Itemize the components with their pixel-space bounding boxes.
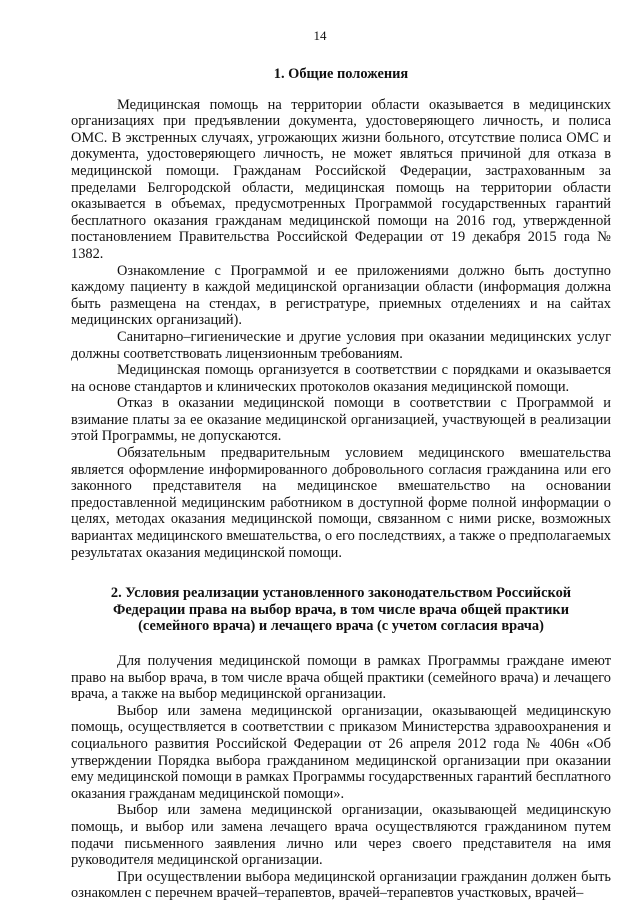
section-1-paragraph-6: Обязательным предварительным условием медицинского вмешательства является оформление информированного добровольного согласия гражданина или его законного представителя на медицинское вмешательство на основании предоставленной медицинским работником в доступной форме полной информации о целях, методах оказания медицинской помощи, связанном с ними риске, возможных вариантах медицинского вмешательства, о его последствиях, а также о предполагаемых результатах оказания медицинской помощи. xyxy=(71,445,611,561)
section-2-paragraph-3: Выбор или замена медицинской организации, оказывающей медицинскую помощь, и выбор или замена лечащего врача осуществляются гражданином путем подачи письменного заявления лично или через своего представителя на имя руководителя медицинской организации. xyxy=(71,802,611,869)
section-2-paragraph-4: При осуществлении выбора медицинской организации гражданин должен быть ознакомлен с перечнем врачей–терапевтов, врачей–терапевтов участковых, врачей– xyxy=(71,868,611,902)
section-2-paragraph-2: Выбор или замена медицинской организации, оказывающей медицинскую помощь, осуществляется в соответствии с приказом Министерства здравоохранения и социального развития Российской Федерации от 26 апреля 2012 года № 406н «Об утверждении Порядка выбора гражданином медицинской организации при оказании ему медицинской помощи в рамках Программы государственных гарантий бесплатного оказания гражданам медицинской помощи». xyxy=(71,702,611,802)
document-body xyxy=(71,66,611,902)
section-1-paragraph-5: Отказ в оказании медицинской помощи в соответствии с Программой и взимание платы за ее оказание медицинской организацией, участвующей в реализации этой Программы, не допускаются. xyxy=(71,395,611,445)
section-1-paragraph-4: Медицинская помощь организуется в соответствии с порядками и оказывается на основе стандартов и клинических протоколов оказания медицинской помощи. xyxy=(71,362,611,395)
section-2-paragraph-1: Для получения медицинской помощи в рамках Программы граждане имеют право на выбор врача, в том числе врача общей практики (семейного врача) и лечащего врача, а также на выбор медицинской организации. xyxy=(71,653,611,703)
section-1-heading: 1. Общие положения xyxy=(273,66,409,82)
section-1-paragraph-3: Санитарно–гигиенические и другие условия при оказании медицинских услуг должны соответствовать лицензионным требованиям. xyxy=(71,328,611,362)
page-number: 14 xyxy=(313,28,327,43)
section-1-paragraph-1: Медицинская помощь на территории области оказывается в медицинских организациях при предъявлении документа, удостоверяющего личность, и полиса ОМС. В экстренных случаях, угрожающих жизни больного, отсутствие полиса ОМС и документа, удостоверяющего личность, не может являться причиной для отказа в медицинской помощи. Гражданам Российской Федерации, застрахованным за пределами Белгородской области, медицинская помощь на территории области оказывается в объемах, предусмотренных Программой государственных гарантий бесплатного оказания гражданам медицинской помощи на 2016 год, утвержденной постановлением Правительства Российской Федерации от 19 декабря 2015 года № 1382. xyxy=(71,96,611,262)
section-2-heading: 2. Условия реализации установленного законодательством Российской Федерации права на выбор врача, в том числе врача общей практики (семейного врача) и лечащего врача (с учетом согласия врача) xyxy=(110,585,572,635)
section-1-paragraph-2: Ознакомление с Программой и ее приложениями должно быть доступно каждому пациенту в каждой медицинской организации области (информация должна быть размещена на стендах, в регистратуре, приемных отделениях и на сайтах медицинских организаций). xyxy=(71,262,611,329)
